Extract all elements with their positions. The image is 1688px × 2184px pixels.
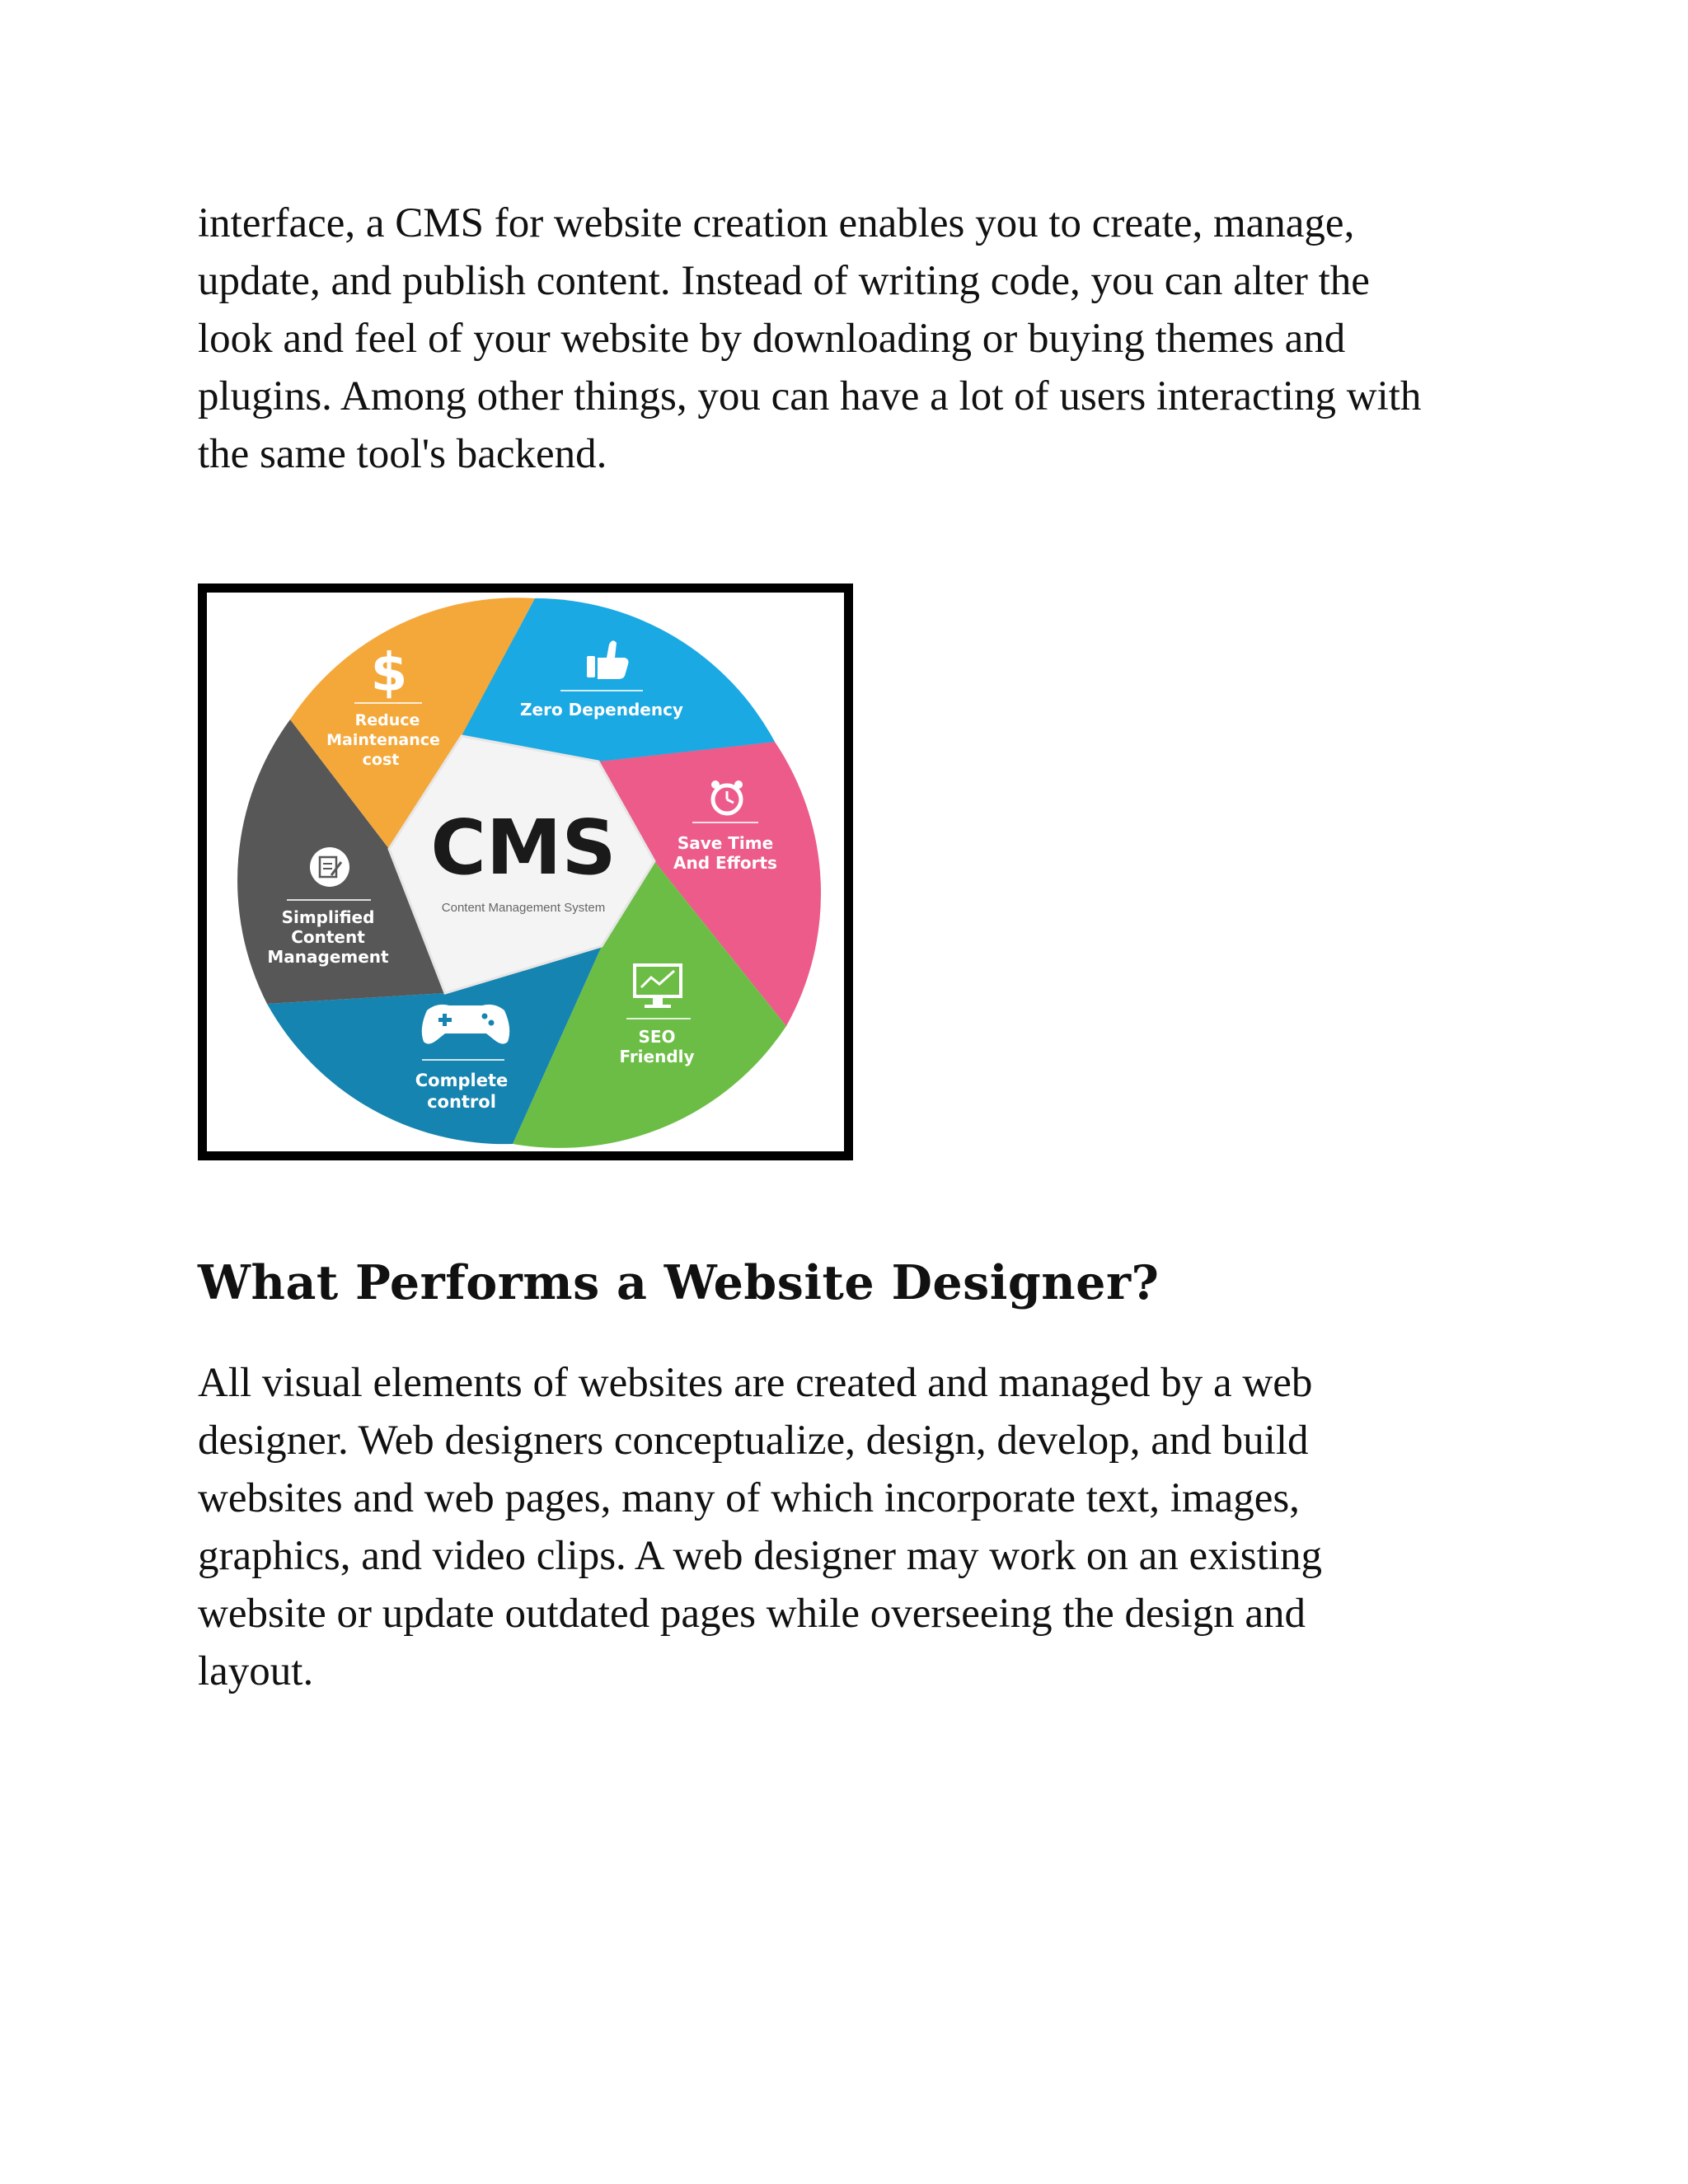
segment-label-line: Zero Dependency xyxy=(520,700,683,719)
paragraph-line: the same tool's backend. xyxy=(198,431,607,477)
edit-note-icon xyxy=(310,847,349,887)
segment-label-line: Content xyxy=(291,927,365,947)
segment-label-line: control xyxy=(427,1092,496,1112)
dollar-icon: $ xyxy=(370,643,408,704)
segment-label-line: Maintenance xyxy=(326,731,440,749)
segment-label-line: cost xyxy=(362,751,400,769)
section-heading: What Performs a Website Designer? xyxy=(198,1255,1160,1310)
segment-label-line: And Efforts xyxy=(673,853,777,873)
intro-paragraph xyxy=(198,194,1550,483)
paragraph-line: websites and web pages, many of which incorporate text, images, xyxy=(198,1475,1300,1521)
segment-label-line: SEO xyxy=(638,1027,676,1047)
cms-diagram-image xyxy=(198,583,853,1160)
paragraph-line: graphics, and video clips. A web designer may work on an existing xyxy=(198,1533,1322,1579)
segment-label-line: Complete xyxy=(415,1071,509,1090)
segment-label-line: Save Time xyxy=(677,833,774,853)
designer-paragraph xyxy=(198,1354,1550,1700)
segment-label-line: Reduce xyxy=(354,711,420,729)
cms-center-title: CMS xyxy=(430,804,617,892)
paragraph-line: website or update outdated pages while overseeing the design and xyxy=(198,1591,1306,1637)
segment-label-line: Friendly xyxy=(619,1047,695,1066)
paragraph-line: plugins. Among other things, you can have a lot of users interacting with xyxy=(198,373,1422,419)
segment-label-line: Simplified xyxy=(281,907,375,927)
paragraph-line: look and feel of your website by downloading or buying themes and xyxy=(198,316,1346,362)
cms-center-subtitle: Content Management System xyxy=(441,901,606,915)
paragraph-line: designer. Web designers conceptualize, design, develop, and build xyxy=(198,1418,1309,1464)
segment-label-line: Management xyxy=(267,947,389,967)
paragraph-line: interface, a CMS for website creation enables you to create, manage, xyxy=(198,200,1355,246)
paragraph-line: update, and publish content. Instead of writing code, you can alter the xyxy=(198,258,1370,304)
paragraph-line: layout. xyxy=(198,1648,314,1694)
paragraph-line: All visual elements of websites are created and managed by a web xyxy=(198,1360,1313,1406)
